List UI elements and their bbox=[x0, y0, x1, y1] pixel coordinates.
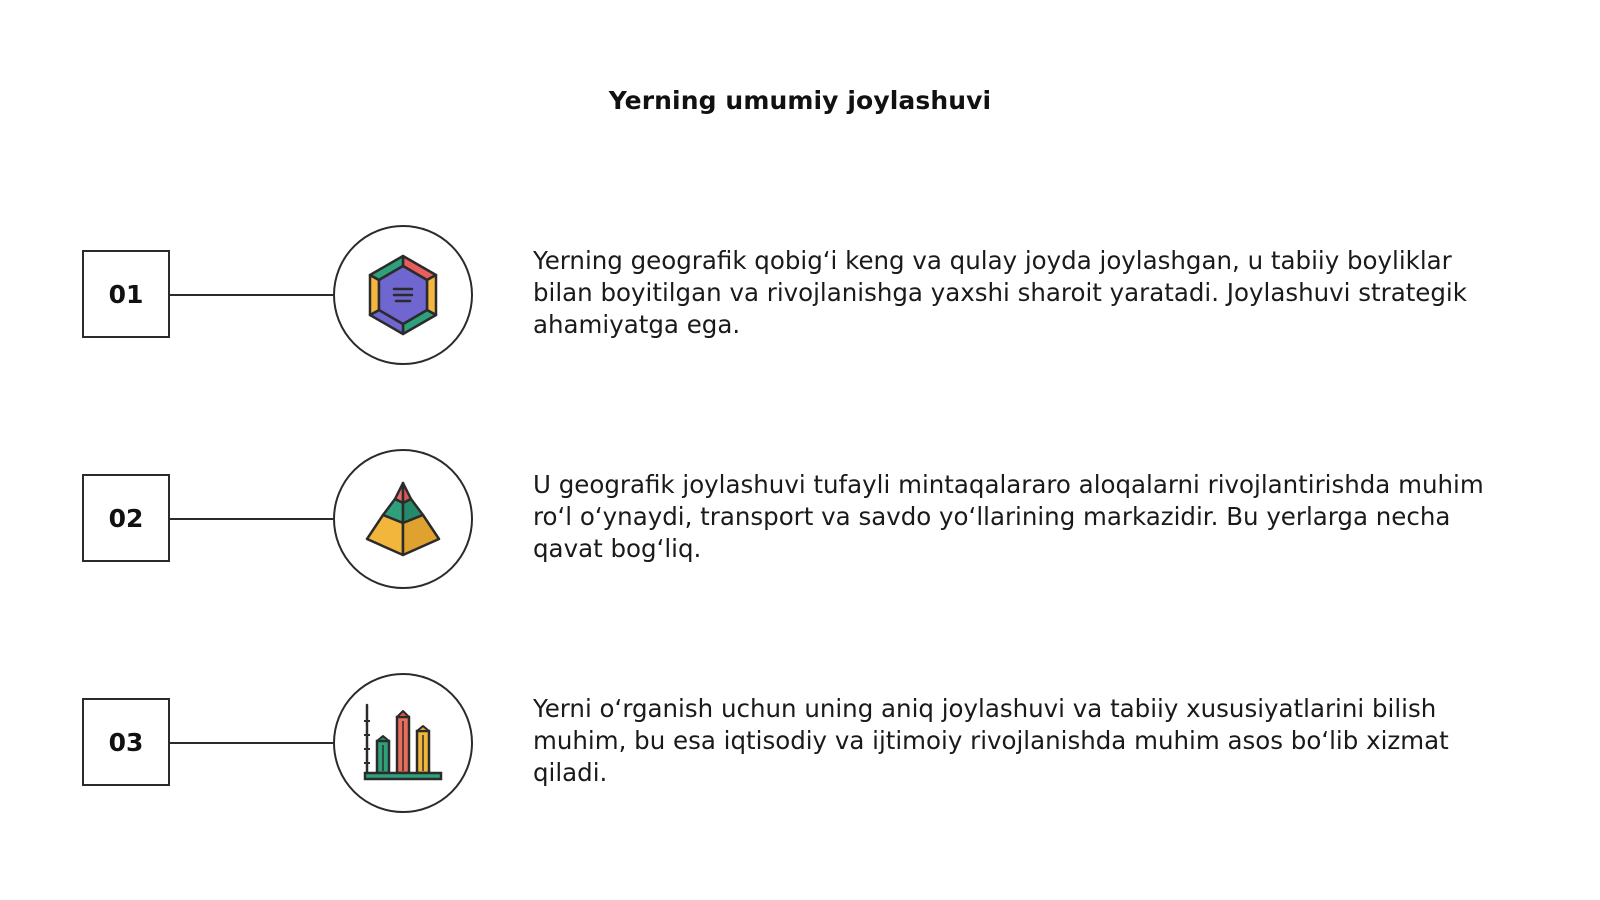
list-item-1 bbox=[0, 225, 1600, 365]
number-box: 02 bbox=[82, 474, 170, 562]
page-title-text: Yerning umumiy joylashuvi bbox=[608, 86, 992, 115]
icon-circle bbox=[333, 673, 473, 813]
number-box: 03 bbox=[82, 698, 170, 786]
list-item-3 bbox=[0, 673, 1600, 813]
hexagon-document-icon bbox=[365, 253, 441, 337]
item-description: Yerni o‘rganish uchun uning aniq joylashuvi va tabiiy xususiyatlarini bilish muhim, bu esa iqtisodiy va ijtimoiy rivojlanishda muhim asos bo‘lib xizmat qiladi. bbox=[533, 694, 1449, 787]
connector-line bbox=[170, 518, 333, 520]
page-title bbox=[0, 86, 1600, 115]
number-box: 01 bbox=[82, 250, 170, 338]
item-description: Yerning geografik qobig‘i keng va qulay joyda joylashgan, u tabiiy boyliklar bilan boyitilgan va rivojlanishga yaxshi sharoit yaratadi. Joylashuvi strategik ahamiyatga ega. bbox=[533, 246, 1467, 339]
list-item-2 bbox=[0, 449, 1600, 589]
bar-chart-icon bbox=[361, 701, 445, 785]
item-description: U geografik joylashuvi tufayli mintaqalararo aloqalarni rivojlantirishda muhim ro‘l o‘ynaydi, transport va savdo yo‘llarining markazidir. Bu yerlarga necha qavat bog‘liq. bbox=[533, 470, 1484, 563]
connector-line bbox=[170, 294, 333, 296]
connector-line bbox=[170, 742, 333, 744]
pyramid-icon bbox=[363, 479, 443, 559]
icon-circle bbox=[333, 449, 473, 589]
icon-circle bbox=[333, 225, 473, 365]
